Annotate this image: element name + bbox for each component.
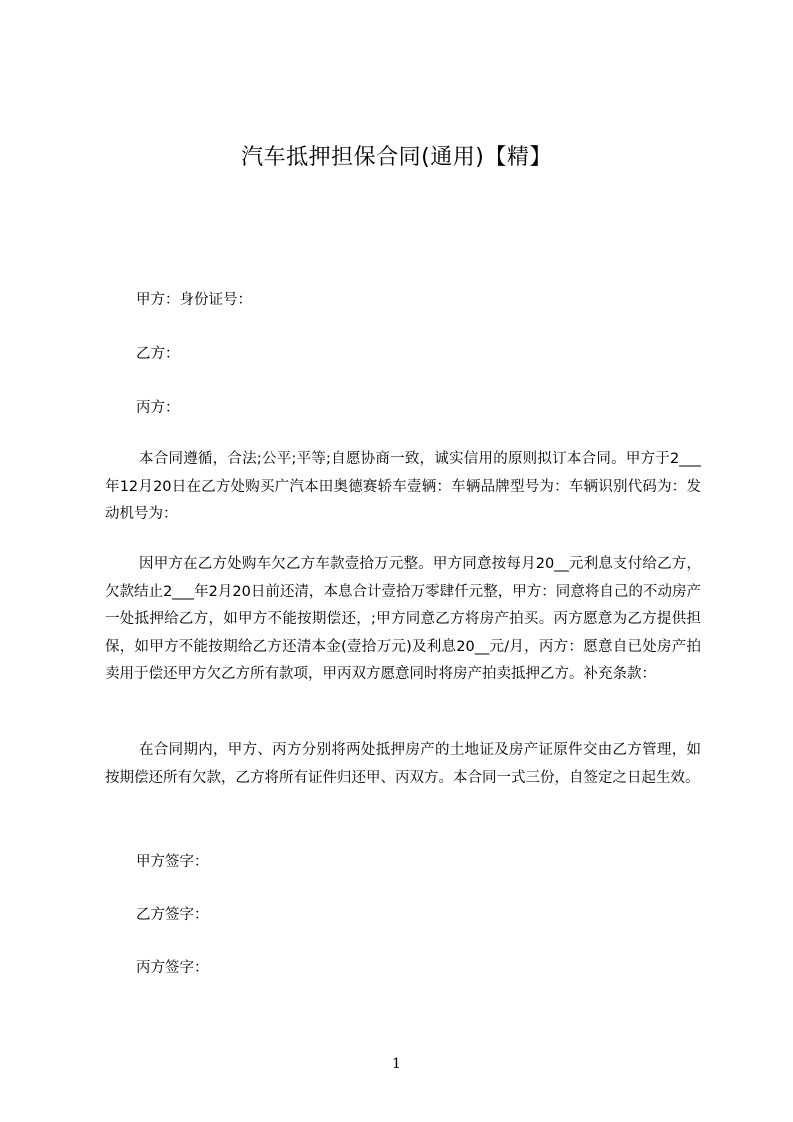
- party-c-line: 丙方：: [136, 400, 180, 416]
- signature-party-b: 乙方签字：: [136, 907, 209, 923]
- document-title: 汽车抵押担保合同(通用)【精】: [241, 145, 552, 170]
- page-number: 1: [392, 1056, 401, 1072]
- party-b-line: 乙方：: [136, 346, 180, 362]
- signature-party-c: 丙方签字：: [136, 960, 209, 976]
- signature-party-a: 甲方签字：: [136, 854, 209, 870]
- paragraph-purchase: 本合同遵循，合法;公平;平等;自愿协商一致，诚实信用的原则拟订本合同。甲方于2___年12月20日在乙方处购买广汽本田奥德赛轿车壹辆：车辆品牌型号为：车辆识别代码为：发动机号为：: [105, 451, 701, 522]
- paragraph-debt: 因甲方在乙方处购车欠乙方车款壹拾万元整。甲方同意按每月20__元利息支付给乙方，欠款结止2___年2月20日前还清，本息合计壹拾万零肆仟元整，甲方：同意将自己的不动房产一处抵押给乙方，如甲方不能按期偿还，;甲方同意乙方将房产拍买。丙方愿意为乙方提供担保，如甲方不能按期给乙方还清本金(壹拾万元)及利息20__元/月，丙方：愿意自已处房产拍卖用于偿还甲方欠乙方所有款项，甲丙双方愿意同时将房产拍卖抵押乙方。补充条款：: [105, 556, 701, 682]
- party-a-line: 甲方：身份证号：: [136, 292, 252, 308]
- paragraph-collateral: 在合同期内，甲方、丙方分别将两处抵押房产的土地证及房产证原件交由乙方管理，如按期偿还所有欠款，乙方将所有证件归还甲、丙双方。本合同一式三份，自签定之日起生效。: [105, 742, 701, 786]
